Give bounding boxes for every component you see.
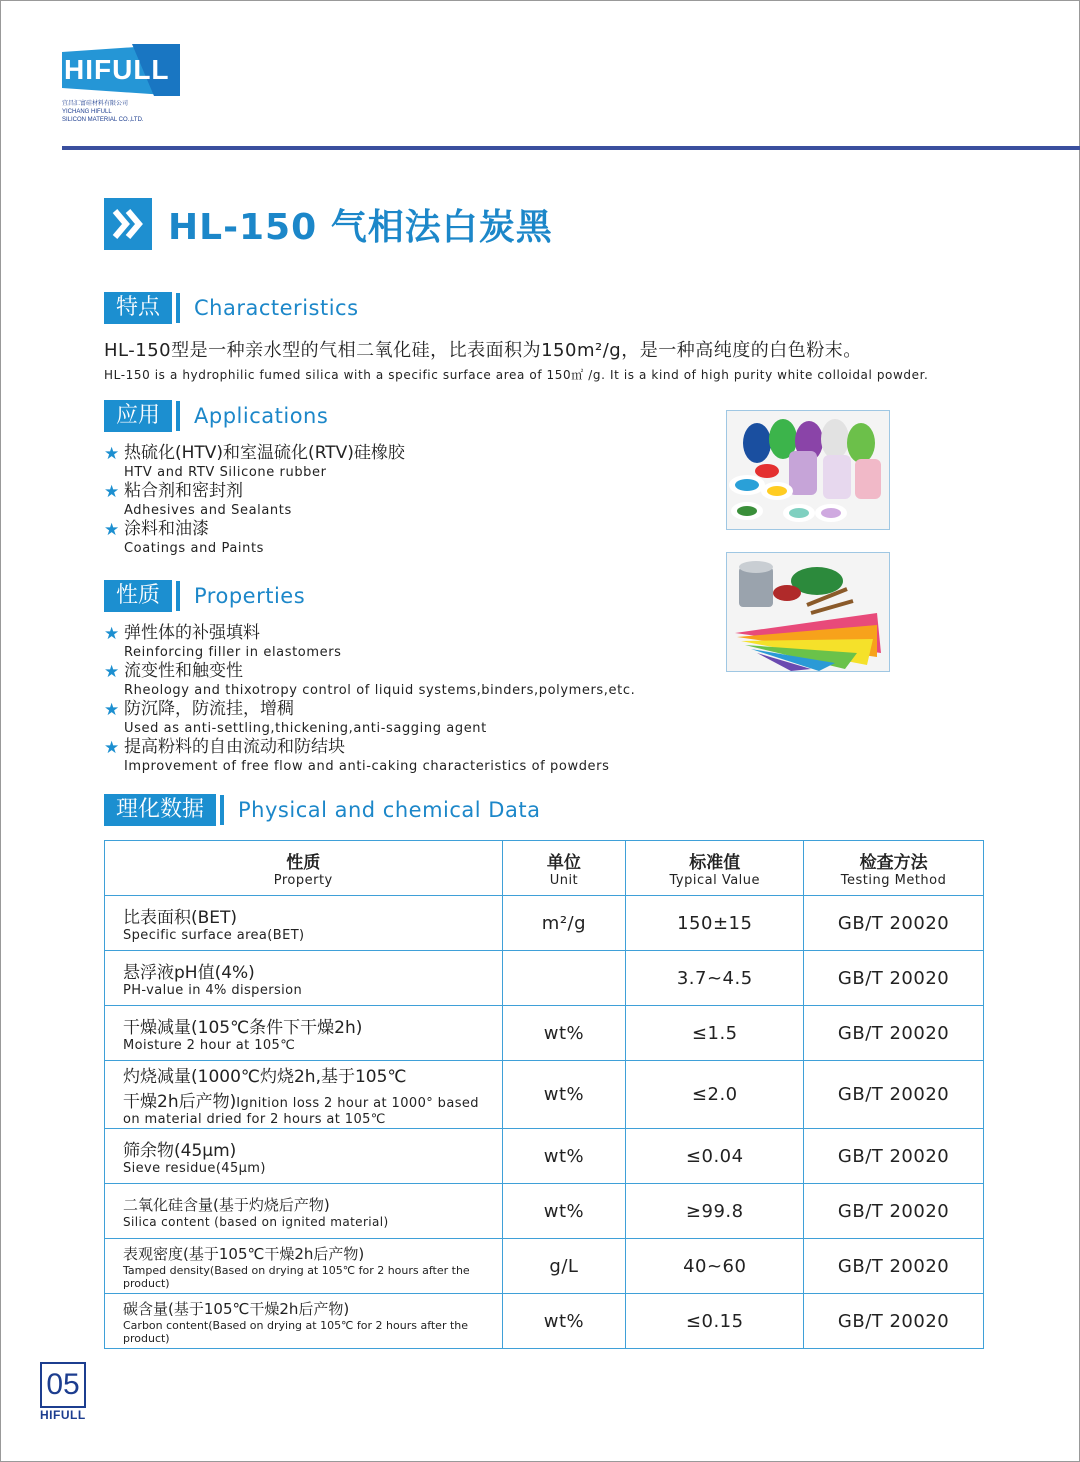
cell-property: 干燥减量(105℃条件下干燥2h) Moisture 2 hour at 105℃ <box>105 1006 503 1061</box>
list-item <box>104 662 635 700</box>
star-icon: ★ <box>104 520 120 540</box>
cell-property: 碳含量(基于105℃干燥2h后产物) Carbon content(Based on drying at 105℃ for 2 hours after the product) <box>105 1294 503 1349</box>
cell-value: ≤0.04 <box>626 1129 804 1184</box>
company-logo <box>62 44 182 124</box>
cell-value: ≥99.8 <box>626 1184 804 1239</box>
table-row <box>105 1184 984 1239</box>
cell-value: ≤1.5 <box>626 1006 804 1061</box>
list-item <box>104 700 635 738</box>
item-cn: 流变性和触变性 <box>124 661 243 681</box>
applications-list <box>104 444 405 558</box>
characteristics-text <box>104 336 984 383</box>
list-item <box>104 482 405 520</box>
cell-unit: wt% <box>502 1129 626 1184</box>
footer-brand: HIFULL <box>40 1408 86 1422</box>
logo-mark <box>62 44 182 96</box>
star-icon: ★ <box>104 662 120 682</box>
cell-value: 3.7~4.5 <box>626 951 804 1006</box>
cell-value: ≤2.0 <box>626 1061 804 1129</box>
section-heading: Properties <box>194 584 306 608</box>
page-number: 05 <box>40 1362 86 1408</box>
item-cn: 防沉降，防流挂，增稠 <box>124 699 294 719</box>
cell-property: 悬浮液pH值(4%) PH-value in 4% dispersion <box>105 951 503 1006</box>
double-chevron-icon <box>104 198 152 250</box>
item-en: HTV and RTV Silicone rubber <box>124 465 327 480</box>
section-tag: 应用 <box>104 400 172 432</box>
cell-unit: wt% <box>502 1184 626 1239</box>
cell-method: GB/T 20020 <box>804 1239 984 1294</box>
cell-method: GB/T 20020 <box>804 1129 984 1184</box>
item-cn: 热硫化(HTV)和室温硫化(RTV)硅橡胶 <box>124 443 405 463</box>
properties-list <box>104 624 635 776</box>
section-bar <box>176 293 180 323</box>
section-applications-heading <box>104 400 328 432</box>
list-item <box>104 624 635 662</box>
star-icon: ★ <box>104 700 120 720</box>
cell-unit: g/L <box>502 1239 626 1294</box>
cell-value: 150±15 <box>626 896 804 951</box>
cell-method: GB/T 20020 <box>804 1061 984 1129</box>
table-row <box>105 951 984 1006</box>
item-en: Rheology and thixotropy control of liquid systems,binders,polymers,etc. <box>124 683 636 698</box>
cell-unit: wt% <box>502 1294 626 1349</box>
item-en: Coatings and Paints <box>124 541 265 556</box>
cell-property: 二氧化硅含量(基于灼烧后产物) Silica content (based on ignited material) <box>105 1184 503 1239</box>
item-cn: 粘合剂和密封剂 <box>124 481 243 501</box>
cell-unit <box>502 951 626 1006</box>
company-name-en-2: SILICON MATERIAL CO.,LTD. <box>62 117 144 123</box>
characteristics-en: HL-150 is a hydrophilic fumed silica with a specific surface area of 150㎡ /g. It is a kind of high purity white colloidal powder. <box>104 368 929 382</box>
section-physical-heading <box>104 794 540 826</box>
header-rule <box>62 146 1080 150</box>
cell-unit: wt% <box>502 1006 626 1061</box>
physical-data-table <box>104 840 984 1349</box>
paint-cans-photo <box>726 410 890 530</box>
item-en: Adhesives and Sealants <box>124 503 292 518</box>
list-item <box>104 520 405 558</box>
star-icon: ★ <box>104 444 120 464</box>
logo-brand-text: HIFULL <box>64 54 170 85</box>
cell-property: 表观密度(基于105℃干燥2h后产物) Tamped density(Based on drying at 105℃ for 2 hours after the product) <box>105 1239 503 1294</box>
cell-unit: wt% <box>502 1061 626 1129</box>
section-heading: Physical and chemical Data <box>238 798 541 822</box>
table-row <box>105 896 984 951</box>
section-bar <box>176 581 180 611</box>
section-characteristics-heading <box>104 292 359 324</box>
cell-method: GB/T 20020 <box>804 1006 984 1061</box>
page-title <box>104 198 553 250</box>
item-cn: 弹性体的补强填料 <box>124 623 260 643</box>
cell-property: 比表面积(BET) Specific surface area(BET) <box>105 896 503 951</box>
cell-method: GB/T 20020 <box>804 896 984 951</box>
section-properties-heading <box>104 580 305 612</box>
star-icon: ★ <box>104 482 120 502</box>
item-en: Improvement of free flow and anti-caking characteristics of powders <box>124 759 610 774</box>
item-en: Reinforcing filler in elastomers <box>124 645 342 660</box>
header-unit: 单位 Unit <box>502 841 626 896</box>
header-property: 性质 Property <box>105 841 503 896</box>
star-icon: ★ <box>104 624 120 644</box>
paint-swatch-photo <box>726 552 890 672</box>
list-item <box>104 738 635 776</box>
cell-property: 筛余物(45μm) Sieve residue(45μm) <box>105 1129 503 1184</box>
company-name-cn: 宜昌汇富硅材料有限公司 <box>62 101 129 107</box>
table-row <box>105 1239 984 1294</box>
table-row <box>105 1006 984 1061</box>
characteristics-cn: HL-150型是一种亲水型的气相二氧化硅，比表面积为150m²/g，是一种高纯度的白色粉末。 <box>104 340 862 361</box>
cell-method: GB/T 20020 <box>804 1184 984 1239</box>
section-tag: 理化数据 <box>104 794 216 826</box>
cell-property: 灼烧减量(1000℃灼烧2h,基于105℃ 干燥2h后产物)Ignition loss 2 hour at 1000° based on material dried for 2 hours at 105℃ <box>105 1061 503 1129</box>
list-item <box>104 444 405 482</box>
section-heading: Characteristics <box>194 296 359 320</box>
section-bar <box>220 795 224 825</box>
item-cn: 提高粉料的自由流动和防结块 <box>124 737 345 757</box>
table-row <box>105 1129 984 1184</box>
cell-unit: m²/g <box>502 896 626 951</box>
table-header-row <box>105 841 984 896</box>
cell-value: 40~60 <box>626 1239 804 1294</box>
section-tag: 特点 <box>104 292 172 324</box>
cell-value: ≤0.15 <box>626 1294 804 1349</box>
item-en: Used as anti-settling,thickening,anti-sagging agent <box>124 721 487 736</box>
header-typical-value: 标准值 Typical Value <box>626 841 804 896</box>
product-title: HL-150 气相法白炭黑 <box>168 206 553 248</box>
section-bar <box>176 401 180 431</box>
company-name-en-1: YICHANG HIFULL <box>62 109 112 115</box>
cell-method: GB/T 20020 <box>804 951 984 1006</box>
section-tag: 性质 <box>104 580 172 612</box>
table-row <box>105 1294 984 1349</box>
section-heading: Applications <box>194 404 329 428</box>
item-cn: 涂料和油漆 <box>124 519 209 539</box>
star-icon: ★ <box>104 738 120 758</box>
cell-method: GB/T 20020 <box>804 1294 984 1349</box>
header-testing-method: 检查方法 Testing Method <box>804 841 984 896</box>
table-row <box>105 1061 984 1129</box>
company-name <box>62 100 182 124</box>
